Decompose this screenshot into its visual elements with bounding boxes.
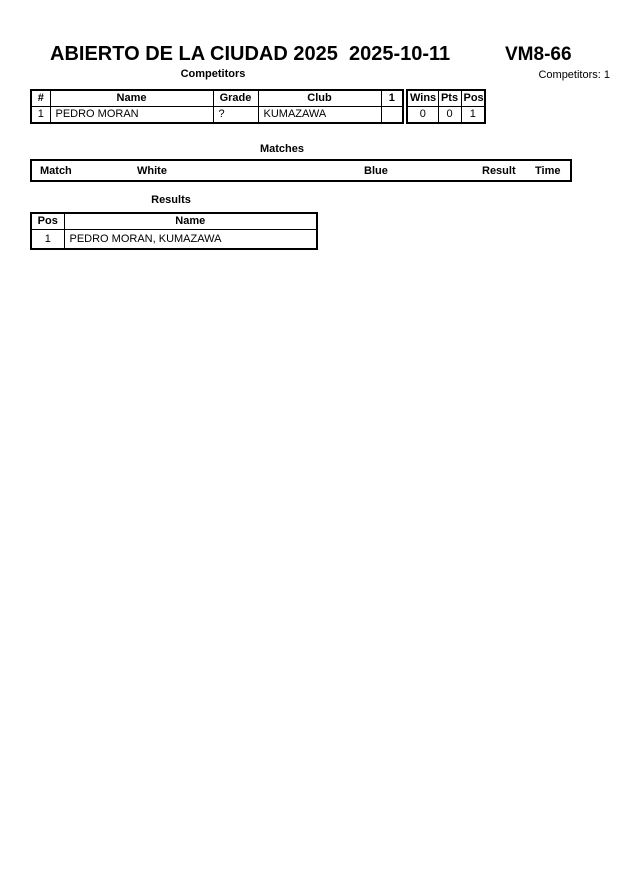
column-header-grade: Grade (213, 90, 258, 106)
competitor-round1-cell (381, 106, 403, 123)
results-table (30, 212, 318, 250)
column-header-result: Result (482, 164, 516, 177)
competitors-header-row (31, 90, 403, 106)
competitor-grade: ? (213, 106, 258, 123)
competitors-tables (30, 89, 486, 124)
stat-wins: 0 (407, 106, 438, 123)
category-label: VM8-66 (505, 44, 572, 65)
competitor-stats-table (406, 89, 486, 124)
stat-pts: 0 (438, 106, 461, 123)
column-header-pos: Pos (461, 90, 485, 106)
results-section-title: Results (151, 194, 191, 206)
matches-table (30, 159, 572, 182)
column-header-time: Time (535, 164, 561, 177)
competitor-name: PEDRO MORAN (50, 106, 213, 123)
competitor-club: KUMAZAWA (258, 106, 381, 123)
column-header-number: # (31, 90, 50, 106)
competitors-section-title: Competitors (180, 68, 246, 80)
matches-section-title: Matches (259, 143, 305, 155)
column-header-club: Club (258, 90, 381, 106)
column-header-round1: 1 (381, 90, 403, 106)
page-title: ABIERTO DE LA CIUDAD 2025 2025-10-11 (50, 43, 451, 65)
column-header-name: Name (50, 90, 213, 106)
column-header-white: White (137, 164, 167, 177)
column-header-wins: Wins (407, 90, 438, 106)
column-header-pts: Pts (438, 90, 461, 106)
competitors-table (30, 89, 404, 124)
column-header-blue: Blue (364, 164, 388, 177)
competitors-count: Competitors: 1 (538, 69, 610, 81)
column-header-result-name: Name (64, 213, 317, 229)
stats-row (407, 106, 485, 123)
stat-pos: 1 (461, 106, 485, 123)
competitor-number: 1 (31, 106, 50, 123)
competitor-row (31, 106, 403, 123)
results-header-row (31, 213, 317, 229)
result-row (31, 229, 317, 249)
result-name: PEDRO MORAN, KUMAZAWA (64, 229, 317, 249)
stats-header-row (407, 90, 485, 106)
column-header-match: Match (40, 164, 72, 177)
result-pos: 1 (31, 229, 64, 249)
column-header-result-pos: Pos (31, 213, 64, 229)
